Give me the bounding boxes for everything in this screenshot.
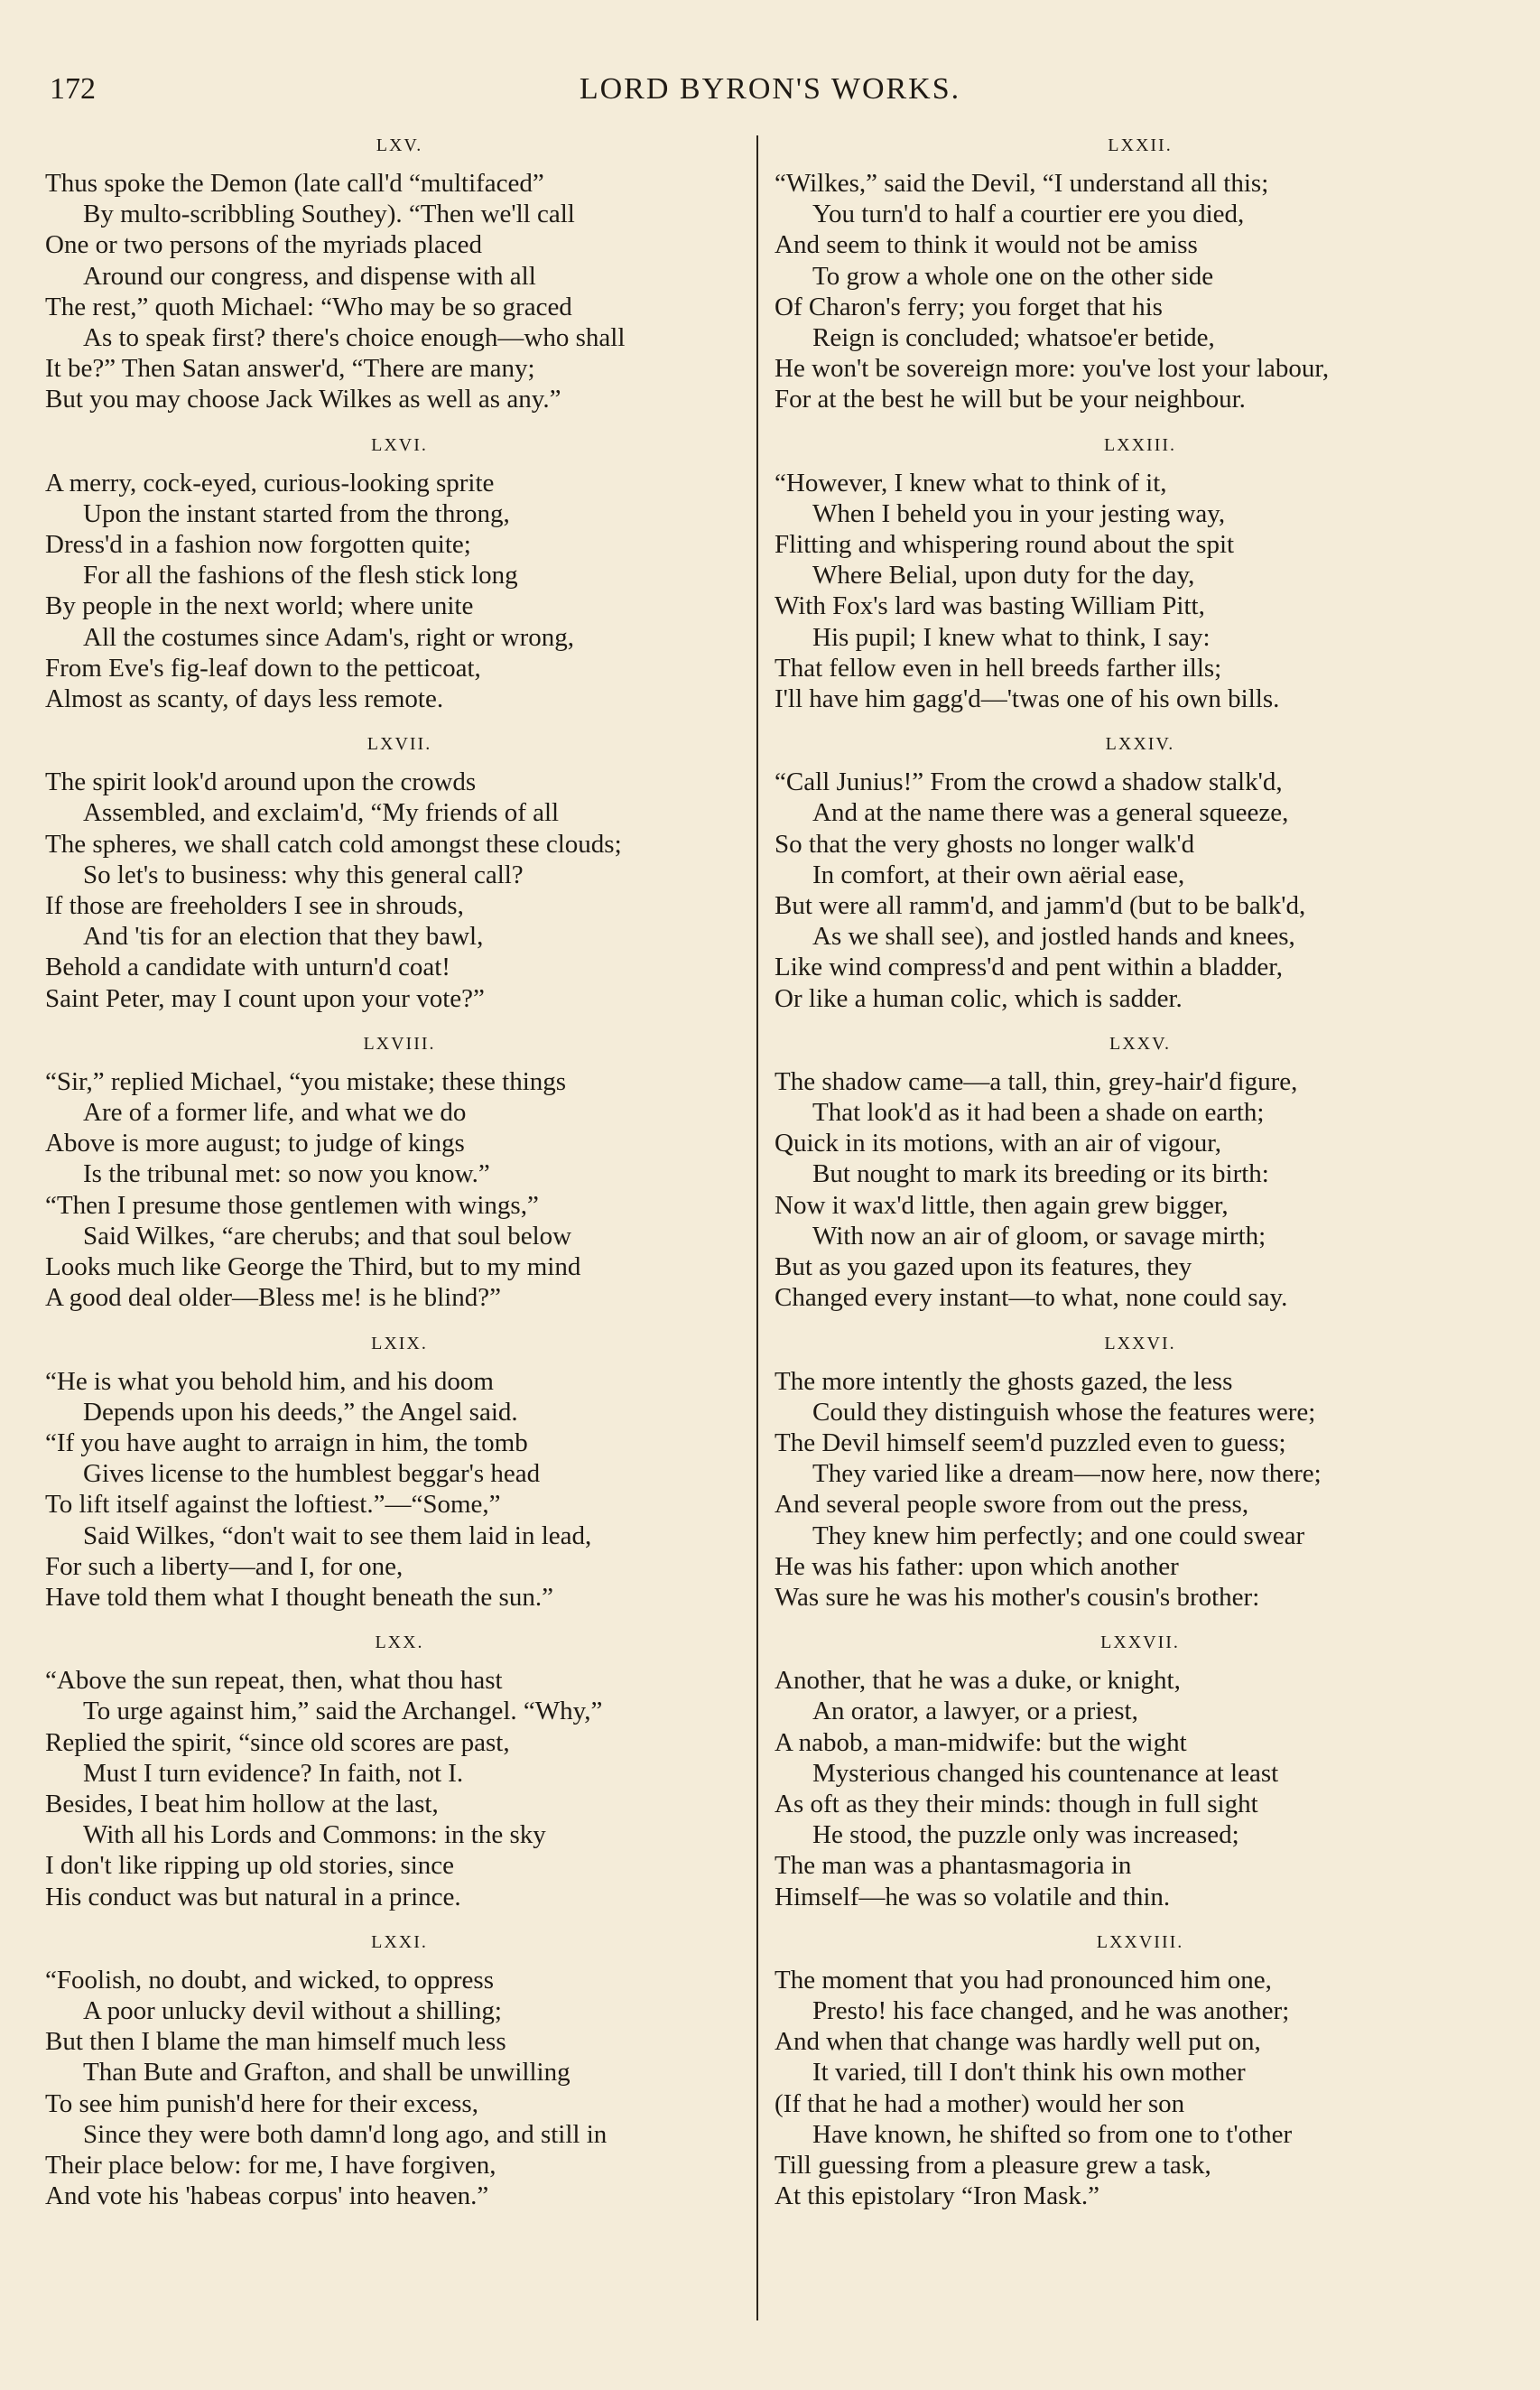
stanza-number: LXX. — [375, 1632, 424, 1653]
stanza — [45, 1632, 754, 1912]
verse-line: Around our congress, and dispense with all — [83, 261, 536, 291]
verse-line: And seem to think it would not be amiss — [775, 230, 1198, 260]
verse-line: Of Charon's ferry; you forget that his — [775, 292, 1163, 321]
verse-line: For at the best he will but be your neighbour. — [775, 385, 1246, 414]
verse-line: “Sir,” replied Michael, “you mistake; these things — [45, 1066, 567, 1096]
stanza — [775, 1932, 1506, 2212]
stanza — [45, 135, 754, 415]
verse-line: To lift itself against the loftiest.”—“Some,” — [45, 1490, 501, 1520]
verse-line: Or like a human colic, which is sadder. — [775, 983, 1183, 1013]
verse-line: I'll have him gagg'd—'twas one of his own bills. — [775, 684, 1280, 714]
page-header — [50, 72, 1490, 117]
verse-line: “He is what you behold him, and his doom — [45, 1366, 494, 1396]
verse-line: Himself—he was so volatile and thin. — [775, 1882, 1171, 1911]
stanza — [45, 734, 754, 1014]
verse-line: They varied like a dream—now here, now there; — [812, 1459, 1322, 1489]
verse-line: A poor unlucky devil without a shilling; — [83, 1995, 502, 2025]
verse-line: He won't be sovereign more: you've lost your labour, — [775, 354, 1330, 384]
verse-line: A merry, cock-eyed, curious-looking sprite — [45, 468, 495, 498]
verse-line: But then I blame the man himself much less — [45, 2027, 506, 2057]
verse-line: By multo-scribbling Southey). “Then we'll call — [83, 200, 575, 229]
stanza — [775, 435, 1506, 715]
page-number: 172 — [50, 72, 96, 106]
stanza-number: LXXVI. — [1104, 1333, 1176, 1353]
verse-line: But nought to mark its breeding or its birth: — [812, 1159, 1269, 1189]
stanza — [45, 435, 754, 715]
column-divider — [756, 135, 758, 2320]
verse-line: Said Wilkes, “are cherubs; and that soul below — [83, 1221, 572, 1251]
verse-line: The spheres, we shall catch cold amongst these clouds; — [45, 829, 622, 859]
verse-line: Was sure he was his mother's cousin's brother: — [775, 1582, 1260, 1612]
verse-line: His pupil; I knew what to think, I say: — [812, 622, 1211, 652]
verse-line: And vote his 'habeas corpus' into heaven.” — [45, 2181, 489, 2211]
verse-line: To urge against him,” said the Archangel. “Why,” — [83, 1697, 603, 1726]
stanza — [45, 1932, 754, 2212]
right-column — [775, 135, 1506, 2211]
verse-line: The rest,” quoth Michael: “Who may be so graced — [45, 292, 572, 321]
verse-line: Looks much like George the Third, but to my mind — [45, 1252, 581, 1282]
verse-line: Assembled, and exclaim'd, “My friends of all — [83, 798, 560, 828]
verse-line: So that the very ghosts no longer walk'd — [775, 829, 1195, 859]
verse-line: They knew him perfectly; and one could swear — [812, 1520, 1305, 1550]
running-title: LORD BYRON'S WORKS. — [579, 72, 961, 106]
verse-line: I don't like ripping up old stories, since — [45, 1851, 455, 1881]
verse-line: Than Bute and Grafton, and shall be unwilling — [83, 2058, 571, 2088]
verse-line: “However, I knew what to think of it, — [775, 468, 1167, 498]
stanza — [775, 135, 1506, 415]
verse-line: The spirit look'd around upon the crowds — [45, 767, 477, 797]
verse-line: In comfort, at their own aërial ease, — [812, 860, 1185, 889]
verse-line: And 'tis for an election that they bawl, — [83, 922, 484, 952]
verse-line: Mysterious changed his countenance at least — [812, 1758, 1279, 1788]
verse-line: Have told them what I thought beneath the sun.” — [45, 1582, 553, 1612]
verse-line: Dress'd in a fashion now forgotten quite; — [45, 530, 471, 560]
stanza-number: LXXII. — [1108, 135, 1173, 155]
verse-line: To grow a whole one on the other side — [812, 261, 1214, 291]
verse-line: It be?” Then Satan answer'd, “There are many; — [45, 354, 535, 384]
verse-line: That look'd as it had been a shade on earth; — [812, 1098, 1265, 1128]
stanza — [775, 1632, 1506, 1912]
verse-line: Another, that he was a duke, or knight, — [775, 1666, 1181, 1696]
verse-line: Almost as scanty, of days less remote. — [45, 684, 444, 714]
verse-line: A good deal older—Bless me! is he blind?” — [45, 1283, 501, 1313]
verse-line: Behold a candidate with unturn'd coat! — [45, 953, 450, 982]
verse-line: Could they distinguish whose the features were; — [812, 1397, 1316, 1427]
verse-line: With all his Lords and Commons: in the sky — [83, 1820, 546, 1850]
verse-line: You turn'd to half a courtier ere you died, — [812, 200, 1245, 229]
verse-line: Upon the instant started from the throng, — [83, 498, 510, 528]
verse-line: And at the name there was a general squeeze, — [812, 798, 1289, 828]
verse-line: Now it wax'd little, then again grew bigger, — [775, 1190, 1229, 1220]
verse-line: Said Wilkes, “don't wait to see them laid in lead, — [83, 1520, 592, 1550]
verse-line: “Above the sun repeat, then, what thou hast — [45, 1666, 503, 1696]
verse-line: But as you gazed upon its features, they — [775, 1252, 1192, 1282]
stanza-number: LXVII. — [366, 734, 432, 755]
verse-line: For such a liberty—and I, for one, — [45, 1551, 404, 1581]
stanza-number: LXXVII. — [1100, 1632, 1180, 1653]
verse-line: As oft as they their minds: though in full sight — [775, 1789, 1258, 1818]
stanza-number: LXVI. — [371, 434, 428, 455]
verse-line: But were all ramm'd, and jamm'd (but to be balk'd, — [775, 891, 1306, 921]
verse-line: An orator, a lawyer, or a priest, — [812, 1697, 1138, 1726]
verse-line: Replied the spirit, “since old scores are past, — [45, 1727, 510, 1757]
stanza-number: LXXV. — [1109, 1033, 1171, 1054]
verse-line: (If that he had a mother) would her son — [775, 2088, 1185, 2118]
verse-line: So let's to business: why this general call? — [83, 860, 524, 889]
verse-line: For all the fashions of the flesh stick long — [83, 561, 518, 591]
stanza — [775, 1334, 1506, 1613]
verse-line: At this epistolary “Iron Mask.” — [775, 2181, 1100, 2211]
verse-line: The more intently the ghosts gazed, the less — [775, 1366, 1233, 1396]
verse-line: “Then I presume those gentlemen with wings,” — [45, 1190, 539, 1220]
verse-line: He was his father: upon which another — [775, 1551, 1179, 1581]
verse-line: Since they were both damn'd long ago, and still in — [83, 2119, 608, 2149]
verse-line: When I beheld you in your jesting way, — [812, 498, 1226, 528]
left-column — [45, 135, 754, 2211]
verse-line: Is the tribunal met: so now you know.” — [83, 1159, 490, 1189]
verse-line: It varied, till I don't think his own mother — [812, 2058, 1246, 2088]
stanza — [775, 1034, 1506, 1314]
verse-line: A nabob, a man-midwife: but the wight — [775, 1727, 1187, 1757]
verse-line: From Eve's fig-leaf down to the petticoat, — [45, 653, 481, 683]
stanza — [45, 1334, 754, 1613]
stanza-number: LXV. — [376, 135, 423, 155]
verse-line: With now an air of gloom, or savage mirth; — [812, 1221, 1266, 1251]
verse-line: With Fox's lard was basting William Pitt, — [775, 591, 1205, 621]
verse-line: Must I turn evidence? In faith, not I. — [83, 1758, 464, 1788]
stanza-number: LXXI. — [371, 1931, 428, 1952]
stanza-number: LXXIII. — [1103, 434, 1177, 455]
verse-line: Till guessing from a pleasure grew a task, — [775, 2150, 1211, 2180]
verse-line: Their place below: for me, I have forgiven, — [45, 2150, 496, 2180]
verse-line: Changed every instant—to what, none could say. — [775, 1283, 1288, 1313]
verse-line: “Wilkes,” said the Devil, “I understand all this; — [775, 169, 1269, 198]
verse-line: The man was a phantasmagoria in — [775, 1851, 1132, 1881]
verse-line: And when that change was hardly well put on, — [775, 2027, 1261, 2057]
verse-line: That fellow even in hell breeds farther ills; — [775, 653, 1222, 683]
stanza-number: LXIX. — [371, 1333, 428, 1353]
verse-line: Depends upon his deeds,” the Angel said. — [83, 1397, 518, 1427]
verse-line: Have known, he shifted so from one to t'other — [812, 2119, 1293, 2149]
verse-line: Thus spoke the Demon (late call'd “multifaced” — [45, 169, 544, 198]
verse-line: The moment that you had pronounced him one, — [775, 1965, 1272, 1995]
verse-line: Presto! his face changed, and he was another; — [812, 1995, 1290, 2025]
verse-line: “If you have aught to arraign in him, the tomb — [45, 1427, 528, 1457]
verse-line: “Call Junius!” From the crowd a shadow stalk'd, — [775, 767, 1283, 797]
verse-line: To see him punish'd here for their excess, — [45, 2088, 478, 2118]
verse-line: Are of a former life, and what we do — [83, 1098, 467, 1128]
verse-line: One or two persons of the myriads placed — [45, 230, 483, 260]
verse-line: The shadow came—a tall, thin, grey-hair'd figure, — [775, 1066, 1298, 1096]
verse-line: As we shall see), and jostled hands and knees, — [812, 922, 1295, 952]
verse-line: Saint Peter, may I count upon your vote?” — [45, 983, 485, 1013]
verse-line: Reign is concluded; whatsoe'er betide, — [812, 323, 1215, 353]
verse-line: Like wind compress'd and pent within a bladder, — [775, 953, 1283, 982]
verse-line: His conduct was but natural in a prince. — [45, 1882, 461, 1911]
stanza — [775, 734, 1506, 1014]
stanza — [45, 1034, 754, 1314]
verse-line: All the costumes since Adam's, right or wrong, — [83, 622, 575, 652]
stanza-number: LXVIII. — [363, 1033, 436, 1054]
verse-line: The Devil himself seem'd puzzled even to guess; — [775, 1427, 1286, 1457]
verse-line: Gives license to the humblest beggar's head — [83, 1459, 541, 1489]
verse-line: Above is more august; to judge of kings — [45, 1129, 465, 1158]
verse-line: Besides, I beat him hollow at the last, — [45, 1789, 439, 1818]
stanza-number: LXXIV. — [1105, 734, 1175, 755]
verse-line: As to speak first? there's choice enough—who shall — [83, 323, 626, 353]
verse-line: And several people swore from out the press, — [775, 1490, 1249, 1520]
verse-line: Flitting and whispering round about the spit — [775, 530, 1235, 560]
verse-line: By people in the next world; where unite — [45, 591, 474, 621]
verse-line: He stood, the puzzle only was increased; — [812, 1820, 1239, 1850]
verse-line: But you may choose Jack Wilkes as well as any.” — [45, 385, 561, 414]
stanza-number: LXXVIII. — [1096, 1931, 1184, 1952]
verse-line: Where Belial, upon duty for the day, — [812, 561, 1195, 591]
verse-line: If those are freeholders I see in shrouds, — [45, 891, 464, 921]
verse-line: “Foolish, no doubt, and wicked, to oppress — [45, 1965, 494, 1995]
verse-line: Quick in its motions, with an air of vigour, — [775, 1129, 1222, 1158]
